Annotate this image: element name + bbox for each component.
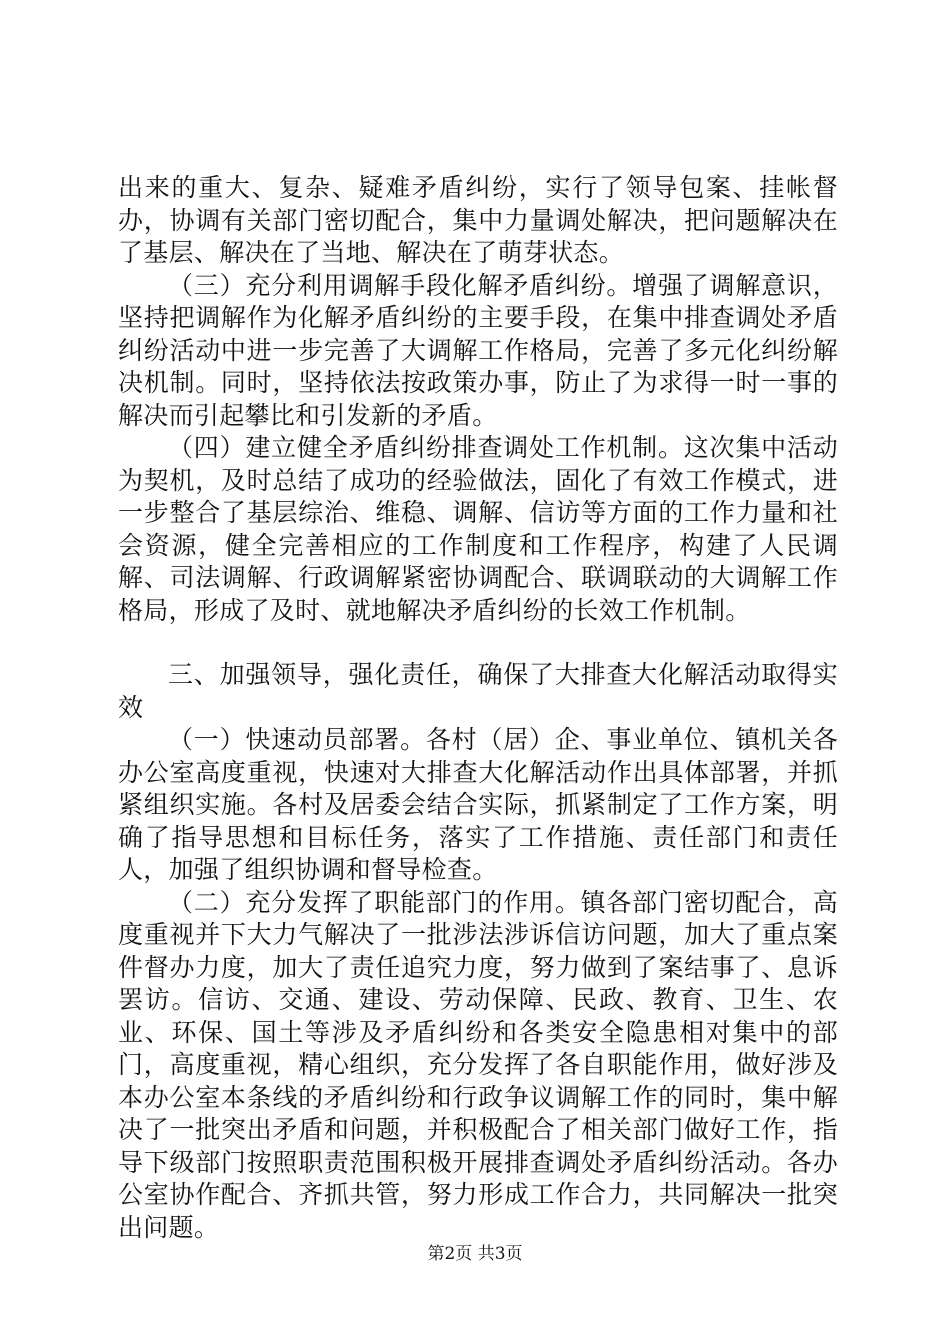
section-heading: 三、加强领导，强化责任，确保了大排查大化解活动取得实效 — [118, 660, 838, 722]
document-body — [118, 172, 838, 1244]
paragraph-section-3: （三）充分利用调解手段化解矛盾纠纷。增强了调解意识，坚持把调解作为化解矛盾纠纷的主要手段，在集中排查调处矛盾纠纷活动中进一步完善了大调解工作格局，完善了多元化纠纷解决机制。同时，坚持依法按政策办事，防止了为求得一时一事的解决而引起攀比和引发新的矛盾。 — [118, 270, 838, 430]
paragraph-subsection-2: （二）充分发挥了职能部门的作用。镇各部门密切配合，高度重视并下大力气解决了一批涉法涉诉信访问题，加大了重点案件督办力度，加大了责任追究力度，努力做到了案结事了、息诉罢访。信访、交通、建设、劳动保障、民政、教育、卫生、农业、环保、国土等涉及矛盾纠纷和各类安全隐患相对集中的部门，高度重视，精心组织，充分发挥了各自职能作用，做好涉及本办公室本条线的矛盾纠纷和行政争议调解工作的同时，集中解决了一批突出矛盾和问题，并积极配合了相关部门做好工作，指导下级部门按照职责范围积极开展排查调处矛盾纠纷活动。各办公室协作配合、齐抓共管，努力形成工作合力，共同解决一批突出问题。 — [118, 887, 838, 1242]
paragraph-gap — [118, 627, 838, 659]
paragraph-section-4: （四）建立健全矛盾纠纷排查调处工作机制。这次集中活动为契机，及时总结了成功的经验做法，固化了有效工作模式，进一步整合了基层综治、维稳、调解、信访等方面的工作力量和社会资源，健全完善相应的工作制度和工作程序，构建了人民调解、司法调解、行政调解紧密协调配合、联调联动的大调解工作格局，形成了及时、就地解决矛盾纠纷的长效工作机制。 — [118, 433, 838, 625]
paragraph-subsection-1: （一）快速动员部署。各村（居）企、事业单位、镇机关各办公室高度重视，快速对大排查大化解活动作出具体部署，并抓紧组织实施。各村及居委会结合实际，抓紧制定了工作方案，明确了指导思想和目标任务，落实了工作措施、责任部门和责任人，加强了组织协调和督导检查。 — [118, 725, 838, 884]
page-footer: 第2页 共3页 — [427, 1244, 523, 1264]
paragraph-continuation: 出来的重大、复杂、疑难矛盾纠纷，实行了领导包案、挂帐督办，协调有关部门密切配合，集中力量调处解决，把问题解决在了基层、解决在了当地、解决在了萌芽状态。 — [118, 173, 838, 267]
